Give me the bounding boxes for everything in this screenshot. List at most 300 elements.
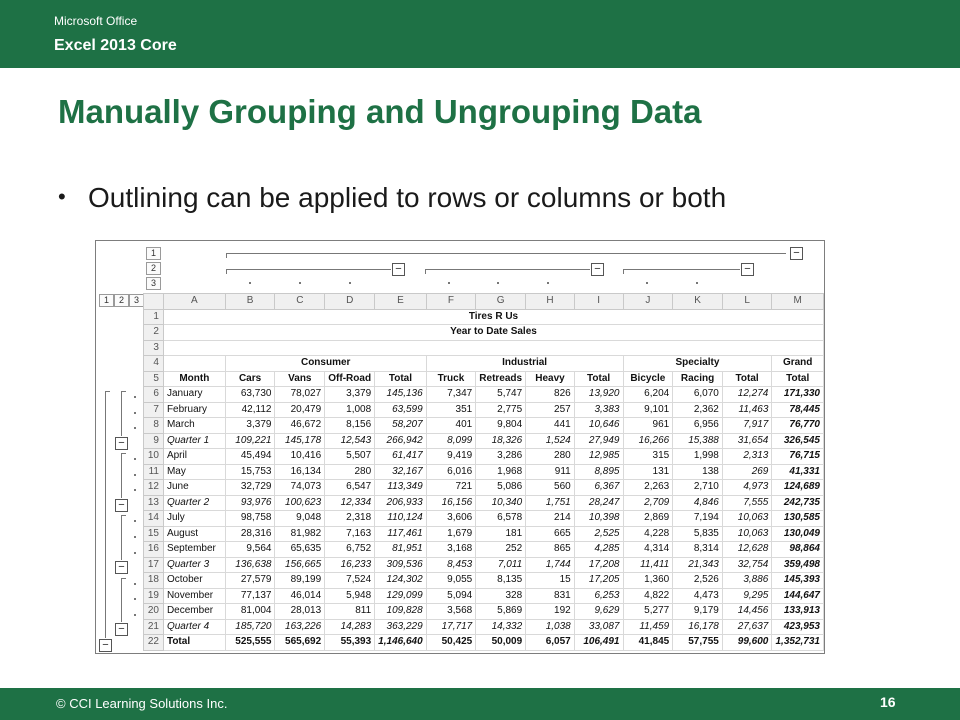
month-cell[interactable]: December (163, 604, 225, 620)
group-header-industrial[interactable]: Industrial (426, 356, 623, 372)
value-cell[interactable]: 7,555 (722, 495, 772, 511)
value-cell[interactable]: 3,286 (476, 449, 526, 465)
value-cell[interactable]: 15,753 (225, 464, 275, 480)
collapse-quarter-button[interactable]: − (115, 623, 128, 636)
month-cell[interactable]: June (163, 480, 225, 496)
row-header[interactable]: 1 (144, 309, 164, 325)
value-cell[interactable]: 6,547 (325, 480, 375, 496)
value-cell[interactable]: 8,314 (673, 542, 723, 558)
row-header[interactable]: 16 (144, 542, 164, 558)
column-header[interactable]: E (375, 294, 427, 310)
value-cell[interactable]: 32,754 (722, 557, 772, 573)
column-header[interactable]: M (772, 294, 824, 310)
value-cell[interactable]: 961 (623, 418, 673, 434)
value-cell[interactable]: 130,049 (772, 526, 824, 542)
value-cell[interactable]: 2,313 (722, 449, 772, 465)
value-cell[interactable]: 3,568 (426, 604, 476, 620)
column-header[interactable]: F (426, 294, 476, 310)
column-header[interactable]: L (722, 294, 772, 310)
value-cell[interactable]: 2,525 (574, 526, 623, 542)
row-header[interactable]: 15 (144, 526, 164, 542)
value-cell[interactable]: 3,168 (426, 542, 476, 558)
value-cell[interactable]: 16,233 (325, 557, 375, 573)
header-cell[interactable]: Racing (673, 371, 723, 387)
value-cell[interactable]: 109,828 (375, 604, 427, 620)
row-level-1-button[interactable]: 1 (99, 294, 114, 307)
collapse-quarter-button[interactable]: − (115, 499, 128, 512)
month-cell[interactable]: September (163, 542, 225, 558)
header-cell[interactable]: Heavy (526, 371, 575, 387)
value-cell[interactable]: 10,398 (574, 511, 623, 527)
month-cell[interactable]: May (163, 464, 225, 480)
column-header[interactable]: I (574, 294, 623, 310)
value-cell[interactable]: 9,048 (275, 511, 325, 527)
value-cell[interactable]: 28,013 (275, 604, 325, 620)
value-cell[interactable]: 109,221 (225, 433, 275, 449)
header-cell[interactable]: Off-Road (325, 371, 375, 387)
value-cell[interactable]: 1,038 (526, 619, 575, 635)
value-cell[interactable]: 9,179 (673, 604, 723, 620)
value-cell[interactable]: 8,099 (426, 433, 476, 449)
month-cell[interactable]: November (163, 588, 225, 604)
month-cell[interactable]: July (163, 511, 225, 527)
value-cell[interactable]: 1,360 (623, 573, 673, 589)
value-cell[interactable]: 4,973 (722, 480, 772, 496)
value-cell[interactable]: 326,545 (772, 433, 824, 449)
value-cell[interactable]: 6,956 (673, 418, 723, 434)
value-cell[interactable]: 441 (526, 418, 575, 434)
value-cell[interactable]: 3,383 (574, 402, 623, 418)
row-header[interactable]: 9 (144, 433, 164, 449)
outline-dot (134, 412, 136, 414)
header-cell[interactable]: Truck (426, 371, 476, 387)
value-cell[interactable]: 12,628 (722, 542, 772, 558)
header-cell[interactable]: Total (375, 371, 427, 387)
value-cell[interactable]: 17,205 (574, 573, 623, 589)
row-header[interactable]: 10 (144, 449, 164, 465)
value-cell[interactable]: 3,606 (426, 511, 476, 527)
value-cell[interactable]: 27,949 (574, 433, 623, 449)
value-cell[interactable]: 8,156 (325, 418, 375, 434)
value-cell[interactable]: 8,895 (574, 464, 623, 480)
value-cell[interactable]: 9,804 (476, 418, 526, 434)
row-header[interactable]: 18 (144, 573, 164, 589)
value-cell[interactable]: 280 (526, 449, 575, 465)
value-cell[interactable]: 3,886 (722, 573, 772, 589)
value-cell[interactable]: 10,340 (476, 495, 526, 511)
value-cell[interactable]: 74,073 (275, 480, 325, 496)
value-cell[interactable]: 1,146,640 (375, 635, 427, 651)
value-cell[interactable]: 4,228 (623, 526, 673, 542)
value-cell[interactable]: 5,835 (673, 526, 723, 542)
value-cell[interactable]: 242,735 (772, 495, 824, 511)
row-header[interactable]: 5 (144, 371, 164, 387)
value-cell[interactable]: 58,207 (375, 418, 427, 434)
value-cell[interactable]: 328 (476, 588, 526, 604)
value-cell[interactable]: 1,352,731 (772, 635, 824, 651)
value-cell[interactable]: 31,654 (722, 433, 772, 449)
row-header[interactable]: 17 (144, 557, 164, 573)
value-cell[interactable]: 8,453 (426, 557, 476, 573)
value-cell[interactable]: 831 (526, 588, 575, 604)
value-cell[interactable]: 192 (526, 604, 575, 620)
group-header-specialty[interactable]: Specialty (623, 356, 772, 372)
value-cell[interactable]: 98,758 (225, 511, 275, 527)
value-cell[interactable]: 10,416 (275, 449, 325, 465)
row-header[interactable]: 20 (144, 604, 164, 620)
group-header-grand[interactable]: Grand (772, 356, 824, 372)
value-cell[interactable]: 81,951 (375, 542, 427, 558)
value-cell[interactable]: 401 (426, 418, 476, 434)
row-header[interactable]: 14 (144, 511, 164, 527)
collapse-quarter-button[interactable]: − (115, 437, 128, 450)
value-cell[interactable]: 826 (526, 387, 575, 403)
value-cell[interactable]: 252 (476, 542, 526, 558)
value-cell[interactable]: 61,417 (375, 449, 427, 465)
value-cell[interactable]: 6,070 (673, 387, 723, 403)
value-cell[interactable]: 2,362 (673, 402, 723, 418)
value-cell[interactable]: 6,057 (526, 635, 575, 651)
value-cell[interactable]: 2,318 (325, 511, 375, 527)
value-cell[interactable]: 525,555 (225, 635, 275, 651)
value-cell[interactable]: 16,134 (275, 464, 325, 480)
value-cell[interactable]: 46,672 (275, 418, 325, 434)
value-cell[interactable]: 11,459 (623, 619, 673, 635)
sheet-title-cell[interactable]: Tires R Us (163, 309, 823, 325)
value-cell[interactable]: 12,334 (325, 495, 375, 511)
value-cell[interactable]: 93,976 (225, 495, 275, 511)
value-cell[interactable]: 17,717 (426, 619, 476, 635)
value-cell[interactable]: 156,665 (275, 557, 325, 573)
value-cell[interactable]: 7,917 (722, 418, 772, 434)
value-cell[interactable]: 65,635 (275, 542, 325, 558)
value-cell[interactable]: 124,302 (375, 573, 427, 589)
value-cell[interactable]: 3,379 (325, 387, 375, 403)
value-cell[interactable]: 6,253 (574, 588, 623, 604)
value-cell[interactable]: 7,347 (426, 387, 476, 403)
value-cell[interactable]: 721 (426, 480, 476, 496)
value-cell[interactable]: 560 (526, 480, 575, 496)
value-cell[interactable]: 81,982 (275, 526, 325, 542)
value-cell[interactable]: 106,491 (574, 635, 623, 651)
value-cell[interactable]: 145,136 (375, 387, 427, 403)
value-cell[interactable]: 4,473 (673, 588, 723, 604)
value-cell[interactable]: 81,004 (225, 604, 275, 620)
value-cell[interactable]: 2,869 (623, 511, 673, 527)
value-cell[interactable]: 32,729 (225, 480, 275, 496)
value-cell[interactable]: 811 (325, 604, 375, 620)
row-header[interactable]: 22 (144, 635, 164, 651)
value-cell[interactable]: 76,770 (772, 418, 824, 434)
column-header[interactable]: A (163, 294, 225, 310)
value-cell[interactable]: 1,998 (673, 449, 723, 465)
value-cell[interactable]: 163,226 (275, 619, 325, 635)
value-cell[interactable]: 15,388 (673, 433, 723, 449)
value-cell[interactable]: 41,331 (772, 464, 824, 480)
value-cell[interactable]: 32,167 (375, 464, 427, 480)
month-cell[interactable]: January (163, 387, 225, 403)
value-cell[interactable]: 57,755 (673, 635, 723, 651)
group-header-consumer[interactable]: Consumer (225, 356, 426, 372)
value-cell[interactable]: 7,163 (325, 526, 375, 542)
value-cell[interactable]: 113,349 (375, 480, 427, 496)
value-cell[interactable]: 100,623 (275, 495, 325, 511)
value-cell[interactable]: 50,425 (426, 635, 476, 651)
value-cell[interactable]: 1,008 (325, 402, 375, 418)
value-cell[interactable]: 2,775 (476, 402, 526, 418)
value-cell[interactable]: 7,524 (325, 573, 375, 589)
value-cell[interactable]: 12,543 (325, 433, 375, 449)
value-cell[interactable]: 7,011 (476, 557, 526, 573)
value-cell[interactable]: 266,942 (375, 433, 427, 449)
value-cell[interactable]: 78,027 (275, 387, 325, 403)
value-cell[interactable]: 27,637 (722, 619, 772, 635)
value-cell[interactable]: 28,247 (574, 495, 623, 511)
value-cell[interactable]: 42,112 (225, 402, 275, 418)
value-cell[interactable]: 55,393 (325, 635, 375, 651)
row-level-2-button[interactable]: 2 (114, 294, 129, 307)
collapse-industrial-button[interactable]: − (591, 263, 604, 276)
row-header[interactable]: 21 (144, 619, 164, 635)
value-cell[interactable]: 15 (526, 573, 575, 589)
value-cell[interactable]: 11,463 (722, 402, 772, 418)
row-header[interactable]: 8 (144, 418, 164, 434)
sheet-subtitle-cell[interactable]: Year to Date Sales (163, 325, 823, 341)
collapse-quarter-button[interactable]: − (115, 561, 128, 574)
value-cell[interactable]: 145,393 (772, 573, 824, 589)
value-cell[interactable]: 133,913 (772, 604, 824, 620)
value-cell[interactable]: 565,692 (275, 635, 325, 651)
value-cell[interactable]: 124,689 (772, 480, 824, 496)
month-cell[interactable]: Quarter 3 (163, 557, 225, 573)
value-cell[interactable]: 5,094 (426, 588, 476, 604)
empty-cell[interactable] (163, 356, 225, 372)
value-cell[interactable]: 28,316 (225, 526, 275, 542)
value-cell[interactable]: 8,135 (476, 573, 526, 589)
collapse-specialty-button[interactable]: − (741, 263, 754, 276)
value-cell[interactable]: 2,526 (673, 573, 723, 589)
value-cell[interactable]: 4,822 (623, 588, 673, 604)
header-cell[interactable]: Bicycle (623, 371, 673, 387)
value-cell[interactable]: 911 (526, 464, 575, 480)
row-outline-bar-quarter (121, 391, 122, 436)
sheet-row (144, 309, 824, 325)
value-cell[interactable]: 1,524 (526, 433, 575, 449)
value-cell[interactable]: 10,063 (722, 511, 772, 527)
value-cell[interactable]: 16,266 (623, 433, 673, 449)
value-cell[interactable]: 89,199 (275, 573, 325, 589)
value-cell[interactable]: 9,055 (426, 573, 476, 589)
value-cell[interactable]: 4,285 (574, 542, 623, 558)
value-cell[interactable]: 9,419 (426, 449, 476, 465)
value-cell[interactable]: 110,124 (375, 511, 427, 527)
value-cell[interactable]: 280 (325, 464, 375, 480)
value-cell[interactable]: 1,679 (426, 526, 476, 542)
value-cell[interactable]: 6,578 (476, 511, 526, 527)
value-cell[interactable]: 5,747 (476, 387, 526, 403)
value-cell[interactable]: 144,647 (772, 588, 824, 604)
value-cell[interactable]: 2,710 (673, 480, 723, 496)
value-cell[interactable]: 16,156 (426, 495, 476, 511)
value-cell[interactable]: 6,367 (574, 480, 623, 496)
value-cell[interactable]: 10,063 (722, 526, 772, 542)
value-cell[interactable]: 27,579 (225, 573, 275, 589)
value-cell[interactable]: 129,099 (375, 588, 427, 604)
value-cell[interactable]: 13,920 (574, 387, 623, 403)
row-level-3-button[interactable]: 3 (129, 294, 144, 307)
select-all-corner[interactable] (144, 294, 164, 310)
row-header[interactable]: 3 (144, 340, 164, 356)
bullet-item (58, 182, 726, 214)
value-cell[interactable]: 130,585 (772, 511, 824, 527)
header-cell[interactable]: Retreads (476, 371, 526, 387)
value-cell[interactable]: 77,137 (225, 588, 275, 604)
month-cell[interactable]: February (163, 402, 225, 418)
value-cell[interactable]: 63,730 (225, 387, 275, 403)
value-cell[interactable]: 6,016 (426, 464, 476, 480)
column-header[interactable]: K (673, 294, 723, 310)
header-cell[interactable]: Total (772, 371, 824, 387)
value-cell[interactable]: 3,379 (225, 418, 275, 434)
value-cell[interactable]: 269 (722, 464, 772, 480)
row-header[interactable]: 7 (144, 402, 164, 418)
empty-cell[interactable] (163, 340, 823, 356)
value-cell[interactable]: 2,709 (623, 495, 673, 511)
row-outline-bar-end (121, 453, 126, 454)
month-cell[interactable]: Quarter 2 (163, 495, 225, 511)
value-cell[interactable]: 138 (673, 464, 723, 480)
value-cell[interactable]: 351 (426, 402, 476, 418)
value-cell[interactable]: 4,314 (623, 542, 673, 558)
month-cell[interactable]: August (163, 526, 225, 542)
column-level-3-button[interactable]: 3 (146, 277, 161, 290)
column-header[interactable]: J (623, 294, 673, 310)
collapse-grand-total-button[interactable]: − (790, 247, 803, 260)
value-cell[interactable]: 14,332 (476, 619, 526, 635)
value-cell[interactable]: 5,869 (476, 604, 526, 620)
value-cell[interactable]: 2,263 (623, 480, 673, 496)
value-cell[interactable]: 9,295 (722, 588, 772, 604)
row-header[interactable]: 13 (144, 495, 164, 511)
column-level-2-button[interactable]: 2 (146, 262, 161, 275)
row-header[interactable]: 12 (144, 480, 164, 496)
row-header[interactable]: 6 (144, 387, 164, 403)
column-header[interactable]: B (225, 294, 275, 310)
value-cell[interactable]: 5,086 (476, 480, 526, 496)
value-cell[interactable]: 11,411 (623, 557, 673, 573)
value-cell[interactable]: 181 (476, 526, 526, 542)
month-cell[interactable]: October (163, 573, 225, 589)
value-cell[interactable]: 14,283 (325, 619, 375, 635)
value-cell[interactable]: 5,507 (325, 449, 375, 465)
top-banner (0, 0, 960, 68)
header-cell[interactable]: Vans (275, 371, 325, 387)
value-cell[interactable]: 257 (526, 402, 575, 418)
value-cell[interactable]: 6,752 (325, 542, 375, 558)
collapse-consumer-button[interactable]: − (392, 263, 405, 276)
row-header[interactable]: 4 (144, 356, 164, 372)
value-cell[interactable]: 17,208 (574, 557, 623, 573)
value-cell[interactable]: 21,343 (673, 557, 723, 573)
value-cell[interactable]: 9,564 (225, 542, 275, 558)
value-cell[interactable]: 9,101 (623, 402, 673, 418)
header-cell[interactable]: Total (722, 371, 772, 387)
value-cell[interactable]: 78,445 (772, 402, 824, 418)
value-cell[interactable]: 131 (623, 464, 673, 480)
month-cell[interactable]: Quarter 4 (163, 619, 225, 635)
value-cell[interactable]: 145,178 (275, 433, 325, 449)
value-cell[interactable]: 363,229 (375, 619, 427, 635)
value-cell[interactable]: 99,600 (722, 635, 772, 651)
month-cell[interactable]: March (163, 418, 225, 434)
value-cell[interactable]: 16,178 (673, 619, 723, 635)
header-cell[interactable]: Total (574, 371, 623, 387)
value-cell[interactable]: 1,744 (526, 557, 575, 573)
value-cell[interactable]: 5,277 (623, 604, 673, 620)
value-cell[interactable]: 18,326 (476, 433, 526, 449)
month-cell[interactable]: Quarter 1 (163, 433, 225, 449)
table-row (144, 588, 824, 604)
value-cell[interactable]: 12,985 (574, 449, 623, 465)
value-cell[interactable]: 4,846 (673, 495, 723, 511)
value-cell[interactable]: 7,194 (673, 511, 723, 527)
column-header[interactable]: C (275, 294, 325, 310)
column-header[interactable]: D (325, 294, 375, 310)
month-cell[interactable]: Total (163, 635, 225, 651)
value-cell[interactable]: 63,599 (375, 402, 427, 418)
value-cell[interactable]: 6,204 (623, 387, 673, 403)
value-cell[interactable]: 214 (526, 511, 575, 527)
value-cell[interactable]: 359,498 (772, 557, 824, 573)
value-cell[interactable]: 136,638 (225, 557, 275, 573)
value-cell[interactable]: 76,715 (772, 449, 824, 465)
value-cell[interactable]: 171,330 (772, 387, 824, 403)
value-cell[interactable]: 665 (526, 526, 575, 542)
value-cell[interactable]: 117,461 (375, 526, 427, 542)
column-level-1-button[interactable]: 1 (146, 247, 161, 260)
value-cell[interactable]: 1,751 (526, 495, 575, 511)
column-header[interactable]: H (526, 294, 575, 310)
value-cell[interactable]: 41,845 (623, 635, 673, 651)
value-cell[interactable]: 33,087 (574, 619, 623, 635)
value-cell[interactable]: 20,479 (275, 402, 325, 418)
column-header[interactable]: G (476, 294, 526, 310)
month-cell[interactable]: April (163, 449, 225, 465)
row-header[interactable]: 11 (144, 464, 164, 480)
value-cell[interactable]: 423,953 (772, 619, 824, 635)
value-cell[interactable]: 98,864 (772, 542, 824, 558)
value-cell[interactable]: 14,456 (722, 604, 772, 620)
value-cell[interactable]: 1,968 (476, 464, 526, 480)
header-cell[interactable]: Cars (225, 371, 275, 387)
value-cell[interactable]: 9,629 (574, 604, 623, 620)
value-cell[interactable]: 46,014 (275, 588, 325, 604)
value-cell[interactable]: 206,933 (375, 495, 427, 511)
value-cell[interactable]: 309,536 (375, 557, 427, 573)
value-cell[interactable]: 10,646 (574, 418, 623, 434)
value-cell[interactable]: 865 (526, 542, 575, 558)
value-cell[interactable]: 185,720 (225, 619, 275, 635)
value-cell[interactable]: 5,948 (325, 588, 375, 604)
value-cell[interactable]: 315 (623, 449, 673, 465)
value-cell[interactable]: 50,009 (476, 635, 526, 651)
header-cell[interactable]: Month (163, 371, 225, 387)
collapse-all-rows-button[interactable]: − (99, 639, 112, 652)
row-header[interactable]: 19 (144, 588, 164, 604)
row-header[interactable]: 2 (144, 325, 164, 341)
value-cell[interactable]: 45,494 (225, 449, 275, 465)
value-cell[interactable]: 12,274 (722, 387, 772, 403)
